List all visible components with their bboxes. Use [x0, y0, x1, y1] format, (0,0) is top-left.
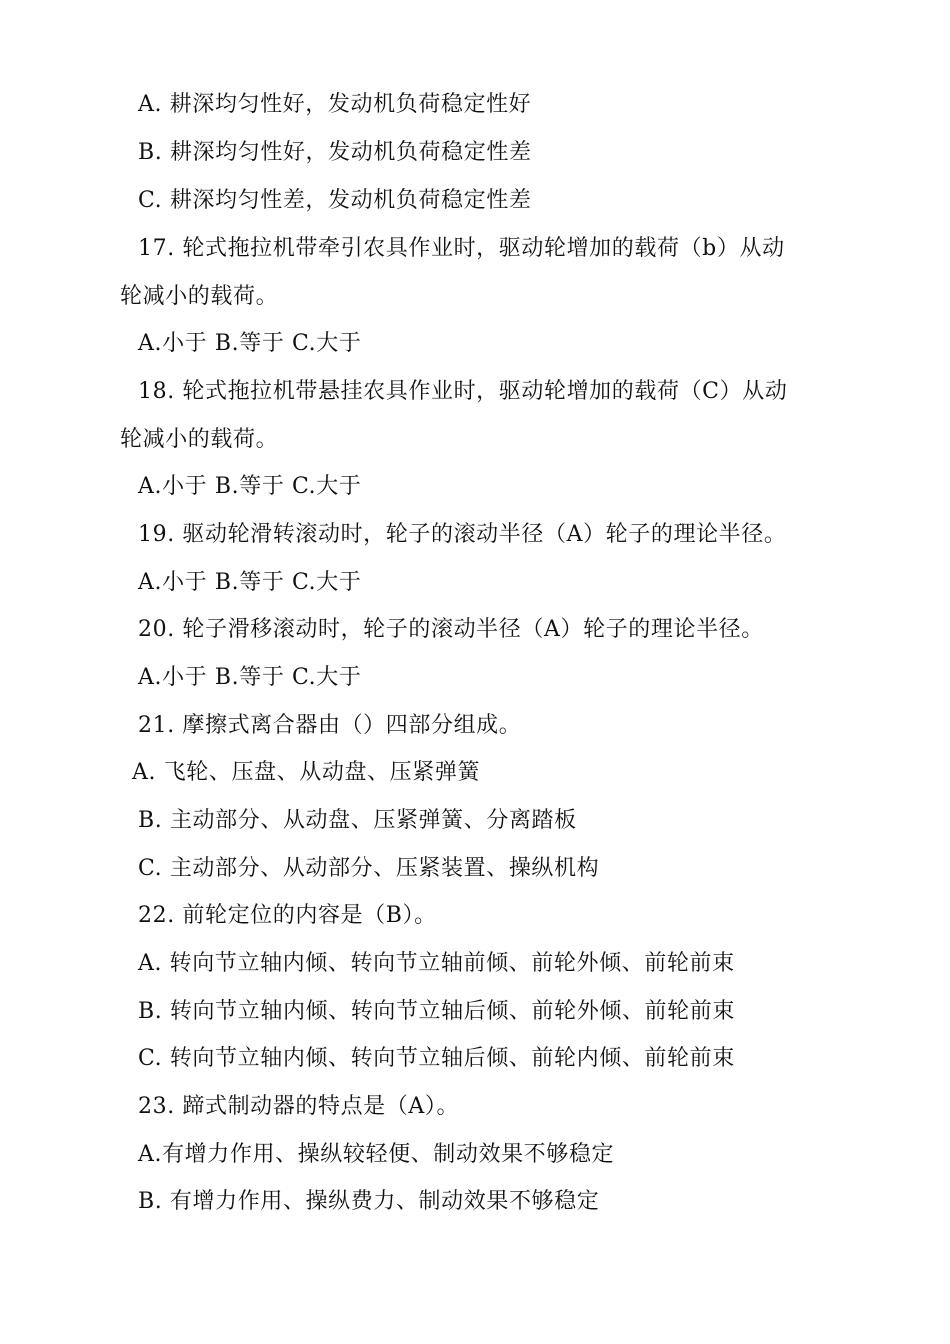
question-line-continued: 轮减小的载荷。 — [120, 427, 279, 452]
question-line: 21. 摩擦式离合器由（）四部分组成。 — [138, 713, 522, 738]
option-line: A.小于 B.等于 C.大于 — [138, 665, 362, 690]
option-line: A. 转向节立轴内倾、转向节立轴前倾、前轮外倾、前轮前束 — [138, 951, 735, 976]
question-line-continued: 轮减小的载荷。 — [120, 284, 279, 309]
question-line: 19. 驱动轮滑转滚动时，轮子的滚动半径（A）轮子的理论半径。 — [138, 522, 787, 547]
option-line: A. 飞轮、压盘、从动盘、压紧弹簧 — [132, 760, 481, 785]
option-line: A.小于 B.等于 C.大于 — [138, 474, 362, 499]
option-line: C. 耕深均匀性差，发动机负荷稳定性差 — [138, 188, 532, 213]
option-line: A.有增力作用、操纵较轻便、制动效果不够稳定 — [138, 1142, 615, 1167]
question-line: 23. 蹄式制动器的特点是（A）。 — [138, 1094, 460, 1119]
question-line: 20. 轮子滑移滚动时，轮子的滚动半径（A）轮子的理论半径。 — [138, 617, 764, 642]
option-line: B. 主动部分、从动盘、压紧弹簧、分离踏板 — [138, 808, 577, 833]
option-line: C. 主动部分、从动部分、压紧装置、操纵机构 — [138, 856, 600, 881]
option-line: B. 转向节立轴内倾、转向节立轴后倾、前轮外倾、前轮前束 — [138, 999, 735, 1024]
option-line: C. 转向节立轴内倾、转向节立轴后倾、前轮内倾、前轮前束 — [138, 1046, 735, 1071]
option-line: A.小于 B.等于 C.大于 — [138, 570, 362, 595]
option-line: A.小于 B.等于 C.大于 — [138, 331, 362, 356]
question-line: 18. 轮式拖拉机带悬挂农具作业时，驱动轮增加的载荷（C）从动 — [138, 379, 788, 404]
option-line: A. 耕深均匀性好，发动机负荷稳定性好 — [138, 92, 532, 117]
question-line: 17. 轮式拖拉机带牵引农具作业时，驱动轮增加的载荷（b）从动 — [138, 236, 785, 261]
option-line: B. 耕深均匀性好，发动机负荷稳定性差 — [138, 140, 532, 165]
question-line: 22. 前轮定位的内容是（B）。 — [138, 903, 437, 928]
option-line: B. 有增力作用、操纵费力、制动效果不够稳定 — [138, 1189, 600, 1214]
